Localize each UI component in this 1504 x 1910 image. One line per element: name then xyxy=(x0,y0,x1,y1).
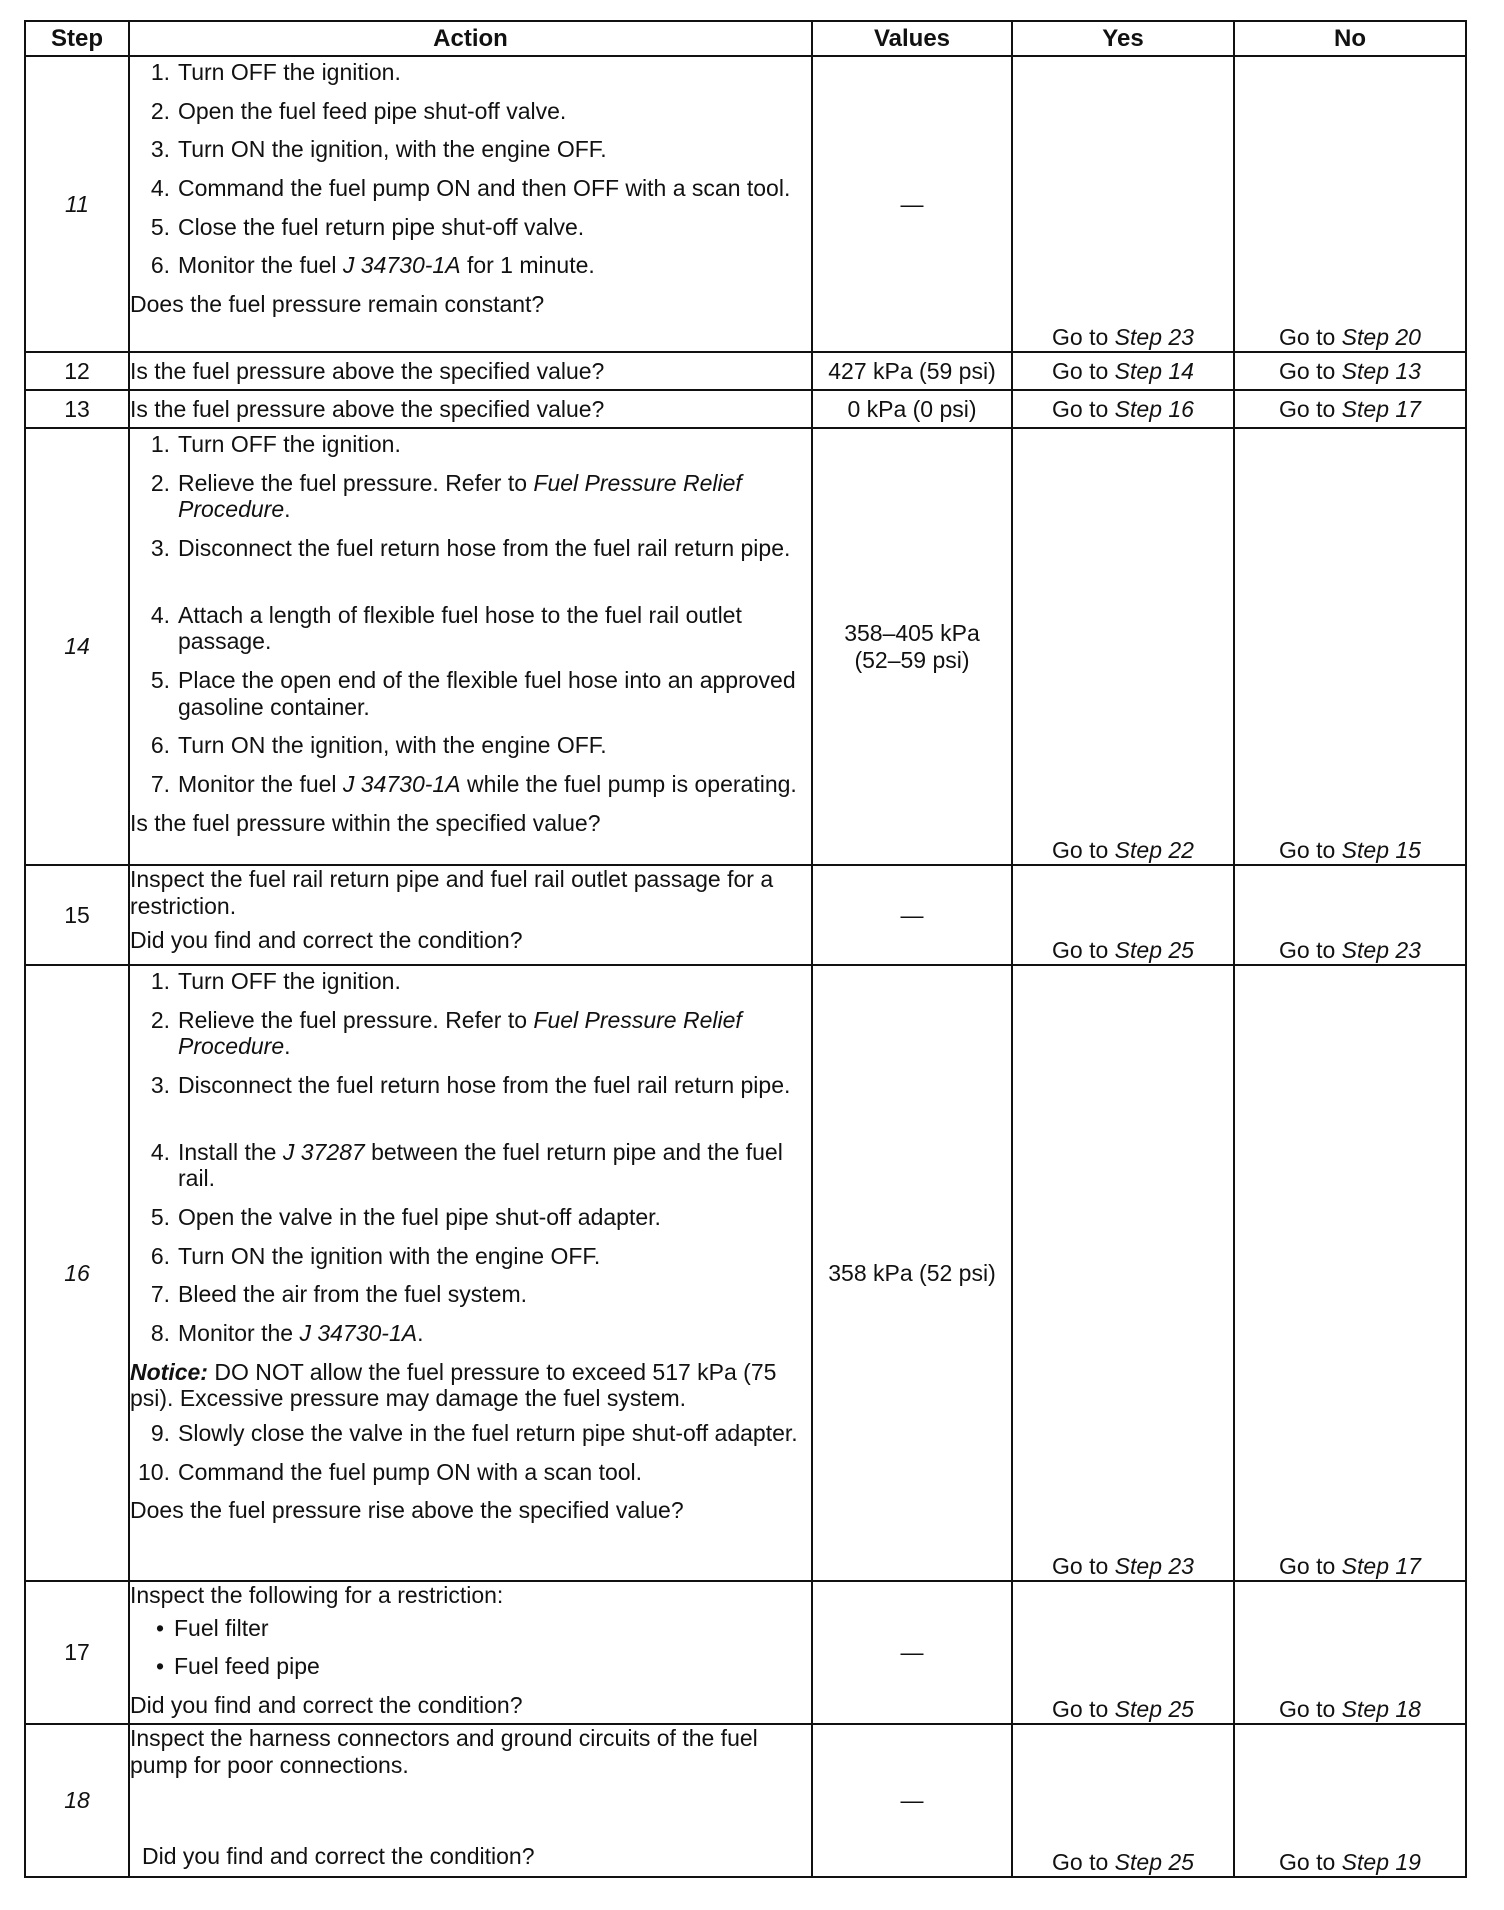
list-item: 10. Command the fuel pump ON with a scan tool. xyxy=(138,1458,643,1485)
header-row xyxy=(25,21,1466,56)
yes-cell: Go to Step 23 xyxy=(1012,56,1234,352)
tool-reference: J 37287 xyxy=(282,1138,365,1165)
list-item: 1. Turn OFF the ignition. xyxy=(150,59,401,85)
step-number: 12 xyxy=(25,352,129,390)
list-item: 5. Close the fuel return pipe shut-off valve. xyxy=(150,213,585,240)
no-cell: Go to Step 20 xyxy=(1234,56,1466,352)
list-item: • Fuel feed pipe xyxy=(155,1653,320,1680)
list-item: 4. Command the fuel pump ON and then OFF with a scan tool. xyxy=(150,175,791,202)
value-cell: 427 kPa (59 psi) xyxy=(812,352,1012,390)
no-cell: Go to Step 17 xyxy=(1234,390,1466,428)
list-item: 7. Monitor the fuel J 34730-1A while the fuel pump is operating. xyxy=(150,771,797,798)
question: Does the fuel pressure remain constant? xyxy=(130,291,545,318)
header-action: Action xyxy=(129,21,812,56)
value-cell: 358–405 kPa (52–59 psi) xyxy=(812,428,1012,865)
tool-reference: J 34730-1A xyxy=(299,1320,418,1347)
yes-cell: Go to Step 25 xyxy=(1012,1724,1234,1877)
question: Does the fuel pressure rise above the specified value? xyxy=(130,1497,684,1524)
list-item: 2. Open the fuel feed pipe shut-off valve. xyxy=(150,97,567,124)
list-item: 2. Relieve the fuel pressure. Refer to Fuel Pressure Relief Procedure. xyxy=(150,469,742,523)
instruction-text: Inspect the fuel rail return pipe and fuel rail outlet passage for a restriction. xyxy=(130,866,774,919)
step-number: 18 xyxy=(25,1724,129,1877)
action-cell xyxy=(129,865,812,965)
action-cell xyxy=(129,352,812,390)
no-cell: Go to Step 17 xyxy=(1234,965,1466,1581)
value-cell: — xyxy=(812,1724,1012,1877)
no-cell: Go to Step 18 xyxy=(1234,1581,1466,1724)
list-item: 4. Attach a length of flexible fuel hose to the fuel rail outlet passage. xyxy=(150,601,742,655)
procedure-reference: Fuel Pressure Relief Procedure xyxy=(178,469,742,523)
table-row xyxy=(25,1581,1466,1724)
no-cell: Go to Step 15 xyxy=(1234,428,1466,865)
instruction-text: Inspect the following for a restriction: xyxy=(130,1582,504,1608)
list-item: 5. Place the open end of the flexible fuel hose into an approved gasoline container. xyxy=(150,667,796,720)
list-item: 2. Relieve the fuel pressure. Refer to Fuel Pressure Relief Procedure. xyxy=(150,1006,742,1060)
step-number: 15 xyxy=(25,865,129,965)
procedure-reference: Fuel Pressure Relief Procedure xyxy=(178,1006,742,1060)
list-item: 5. Open the valve in the fuel pipe shut-off adapter. xyxy=(150,1204,661,1231)
table-row xyxy=(25,428,1466,865)
list-item: 6. Monitor the fuel J 34730-1A for 1 minute. xyxy=(150,252,595,279)
table-row xyxy=(25,56,1466,352)
step-number: 14 xyxy=(25,428,129,865)
action-cell xyxy=(129,428,812,865)
table-row xyxy=(25,965,1466,1581)
no-cell: Go to Step 13 xyxy=(1234,352,1466,390)
instruction-text: Inspect the harness connectors and ground circuits of the fuel pump for poor connections. xyxy=(130,1725,758,1778)
list-item: 6. Turn ON the ignition, with the engine OFF. xyxy=(150,732,607,759)
yes-cell: Go to Step 16 xyxy=(1012,390,1234,428)
yes-cell: Go to Step 25 xyxy=(1012,1581,1234,1724)
header-values: Values xyxy=(812,21,1012,56)
action-cell xyxy=(129,1724,812,1877)
action-cell xyxy=(129,1581,812,1724)
table-row xyxy=(25,352,1466,390)
list-item: 3. Disconnect the fuel return hose from the fuel rail return pipe. xyxy=(150,1072,791,1099)
no-cell: Go to Step 23 xyxy=(1234,865,1466,965)
action-cell xyxy=(129,965,812,1581)
step-number: 16 xyxy=(25,965,129,1581)
header-no: No xyxy=(1234,21,1466,56)
list-item: 7. Bleed the air from the fuel system. xyxy=(150,1281,527,1308)
table-row xyxy=(25,1724,1466,1877)
value-cell: — xyxy=(812,56,1012,352)
action-cell xyxy=(129,390,812,428)
yes-cell: Go to Step 23 xyxy=(1012,965,1234,1581)
step-number: 11 xyxy=(25,56,129,352)
value-cell: — xyxy=(812,865,1012,965)
list-item: 3. Disconnect the fuel return hose from the fuel rail return pipe. xyxy=(150,535,791,562)
yes-cell: Go to Step 14 xyxy=(1012,352,1234,390)
header-yes: Yes xyxy=(1012,21,1234,56)
yes-cell: Go to Step 22 xyxy=(1012,428,1234,865)
list-item: 1. Turn OFF the ignition. xyxy=(150,968,401,994)
question: Is the fuel pressure within the specified value? xyxy=(130,809,601,836)
header-step: Step xyxy=(25,21,129,56)
question: Did you find and correct the condition? xyxy=(142,1843,535,1870)
value-cell: 358 kPa (52 psi) xyxy=(812,965,1012,1581)
diagnostic-table xyxy=(24,20,1467,1878)
tool-reference: J 34730-1A xyxy=(342,252,461,279)
value-cell: — xyxy=(812,1581,1012,1724)
no-cell: Go to Step 19 xyxy=(1234,1724,1466,1877)
tool-reference: J 34730-1A xyxy=(342,771,461,798)
list-item: 9. Slowly close the valve in the fuel return pipe shut-off adapter. xyxy=(150,1420,798,1447)
list-item: 4. Install the J 37287 between the fuel return pipe and the fuel rail. xyxy=(150,1138,783,1192)
list-item: 1. Turn OFF the ignition. xyxy=(150,431,401,457)
list-item: 3. Turn ON the ignition, with the engine OFF. xyxy=(150,136,607,163)
list-item: 8. Monitor the J 34730-1A. xyxy=(150,1320,424,1347)
table-row xyxy=(25,865,1466,965)
step-number: 13 xyxy=(25,390,129,428)
question: Is the fuel pressure above the specified value? xyxy=(130,395,605,422)
list-item: • Fuel filter xyxy=(155,1614,269,1641)
question: Is the fuel pressure above the specified value? xyxy=(130,357,605,384)
action-cell xyxy=(129,56,812,352)
table-row xyxy=(25,390,1466,428)
step-number: 17 xyxy=(25,1581,129,1724)
question: Did you find and correct the condition? xyxy=(130,1692,523,1719)
notice: Notice: DO NOT allow the fuel pressure to exceed 517 kPa (75 psi). Excessive pressure may damage the fuel system. xyxy=(130,1358,777,1412)
value-cell: 0 kPa (0 psi) xyxy=(812,390,1012,428)
yes-cell: Go to Step 25 xyxy=(1012,865,1234,965)
question: Did you find and correct the condition? xyxy=(130,927,523,954)
list-item: 6. Turn ON the ignition with the engine OFF. xyxy=(150,1242,601,1269)
